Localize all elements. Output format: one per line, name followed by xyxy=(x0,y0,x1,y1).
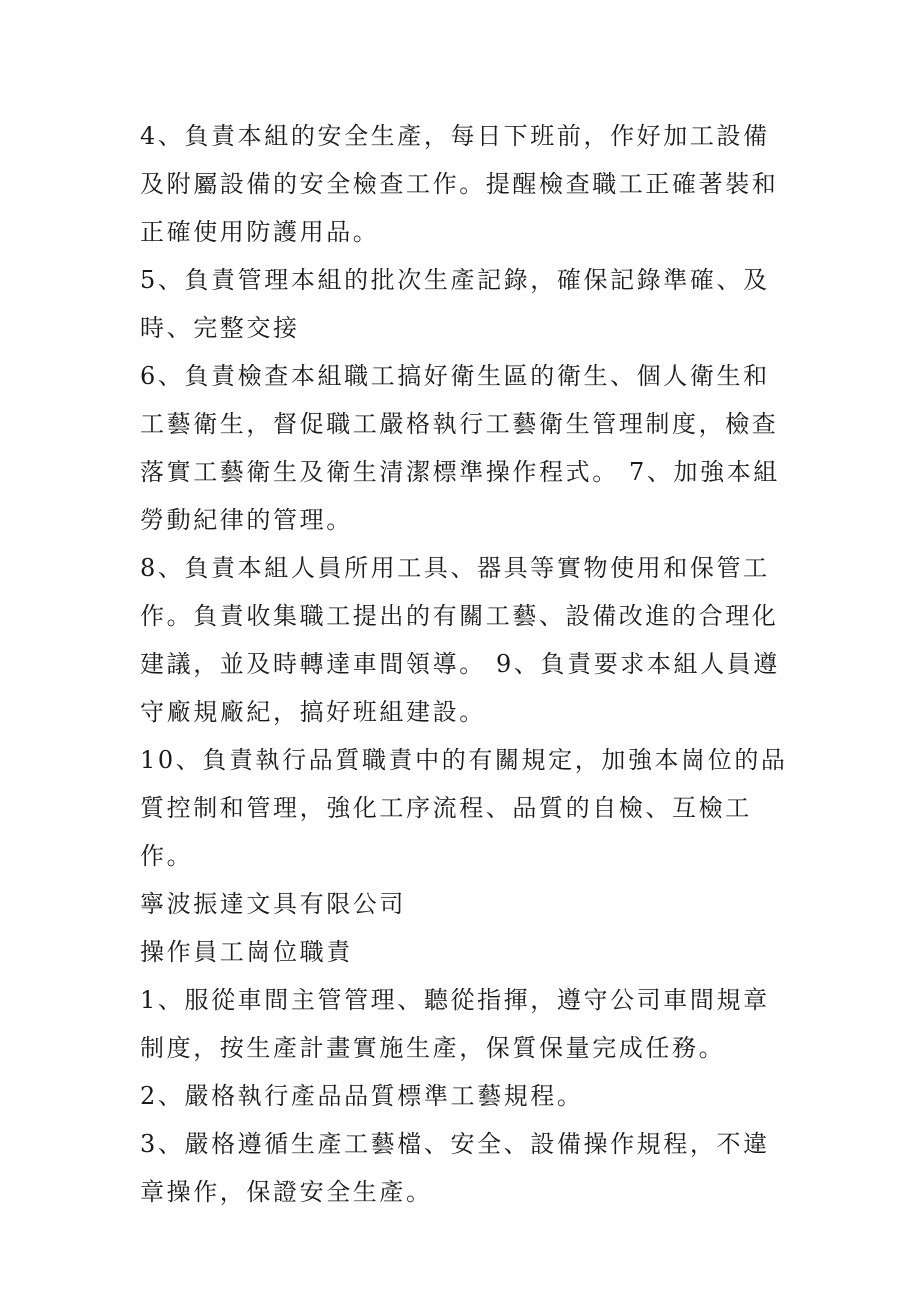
paragraph-item-4: 4、負責本組的安全生產，每日下班前，作好加工設備及附屬設備的安全檢查工作。提醒檢查職工正確著裝和正確使用防護用品。 xyxy=(140,122,779,246)
paragraph-duty-1: 1、服從車間主管管理、聽從指揮，遵守公司車間規章制度，按生產計畫實施生產，保質保量完成任務。 xyxy=(140,986,770,1062)
paragraph-duty-2: 2、嚴格執行產品品質標準工藝規程。 xyxy=(140,1082,584,1110)
paragraph-item-5: 5、負責管理本組的批次生產記錄，確保記錄準確、及時、完整交接 xyxy=(140,266,770,342)
paragraph-duty-3: 3、嚴格遵循生產工藝檔、安全、設備操作規程，不違章操作，保證安全生產。 xyxy=(140,1130,770,1206)
paragraph-item-6-7: 6、負責檢查本組職工搞好衛生區的衛生、個人衛生和工藝衛生，督促職工嚴格執行工藝衛生管理制度，檢查落實工藝衛生及衛生清潔標準操作程式。 7、加強本組勞動紀律的管理。 xyxy=(140,362,780,534)
paragraph-item-10: 10、負責執行品質職責中的有關規定，加強本崗位的品質控制和管理，強化工序流程、品質的自檢、互檢工作。 xyxy=(140,746,788,870)
company-name: 寧波振達文具有限公司 xyxy=(140,890,406,918)
document-page xyxy=(140,112,790,1216)
paragraph-item-8-9: 8、負責本組人員所用工具、器具等實物使用和保管工作。負責收集職工提出的有關工藝、設備改進的合理化建議，並及時轉達車間領導。 9、負責要求本組人員遵守廠規廠紀，搞好班組建設。 xyxy=(140,554,780,726)
section-title: 操作員工崗位職責 xyxy=(140,938,353,966)
